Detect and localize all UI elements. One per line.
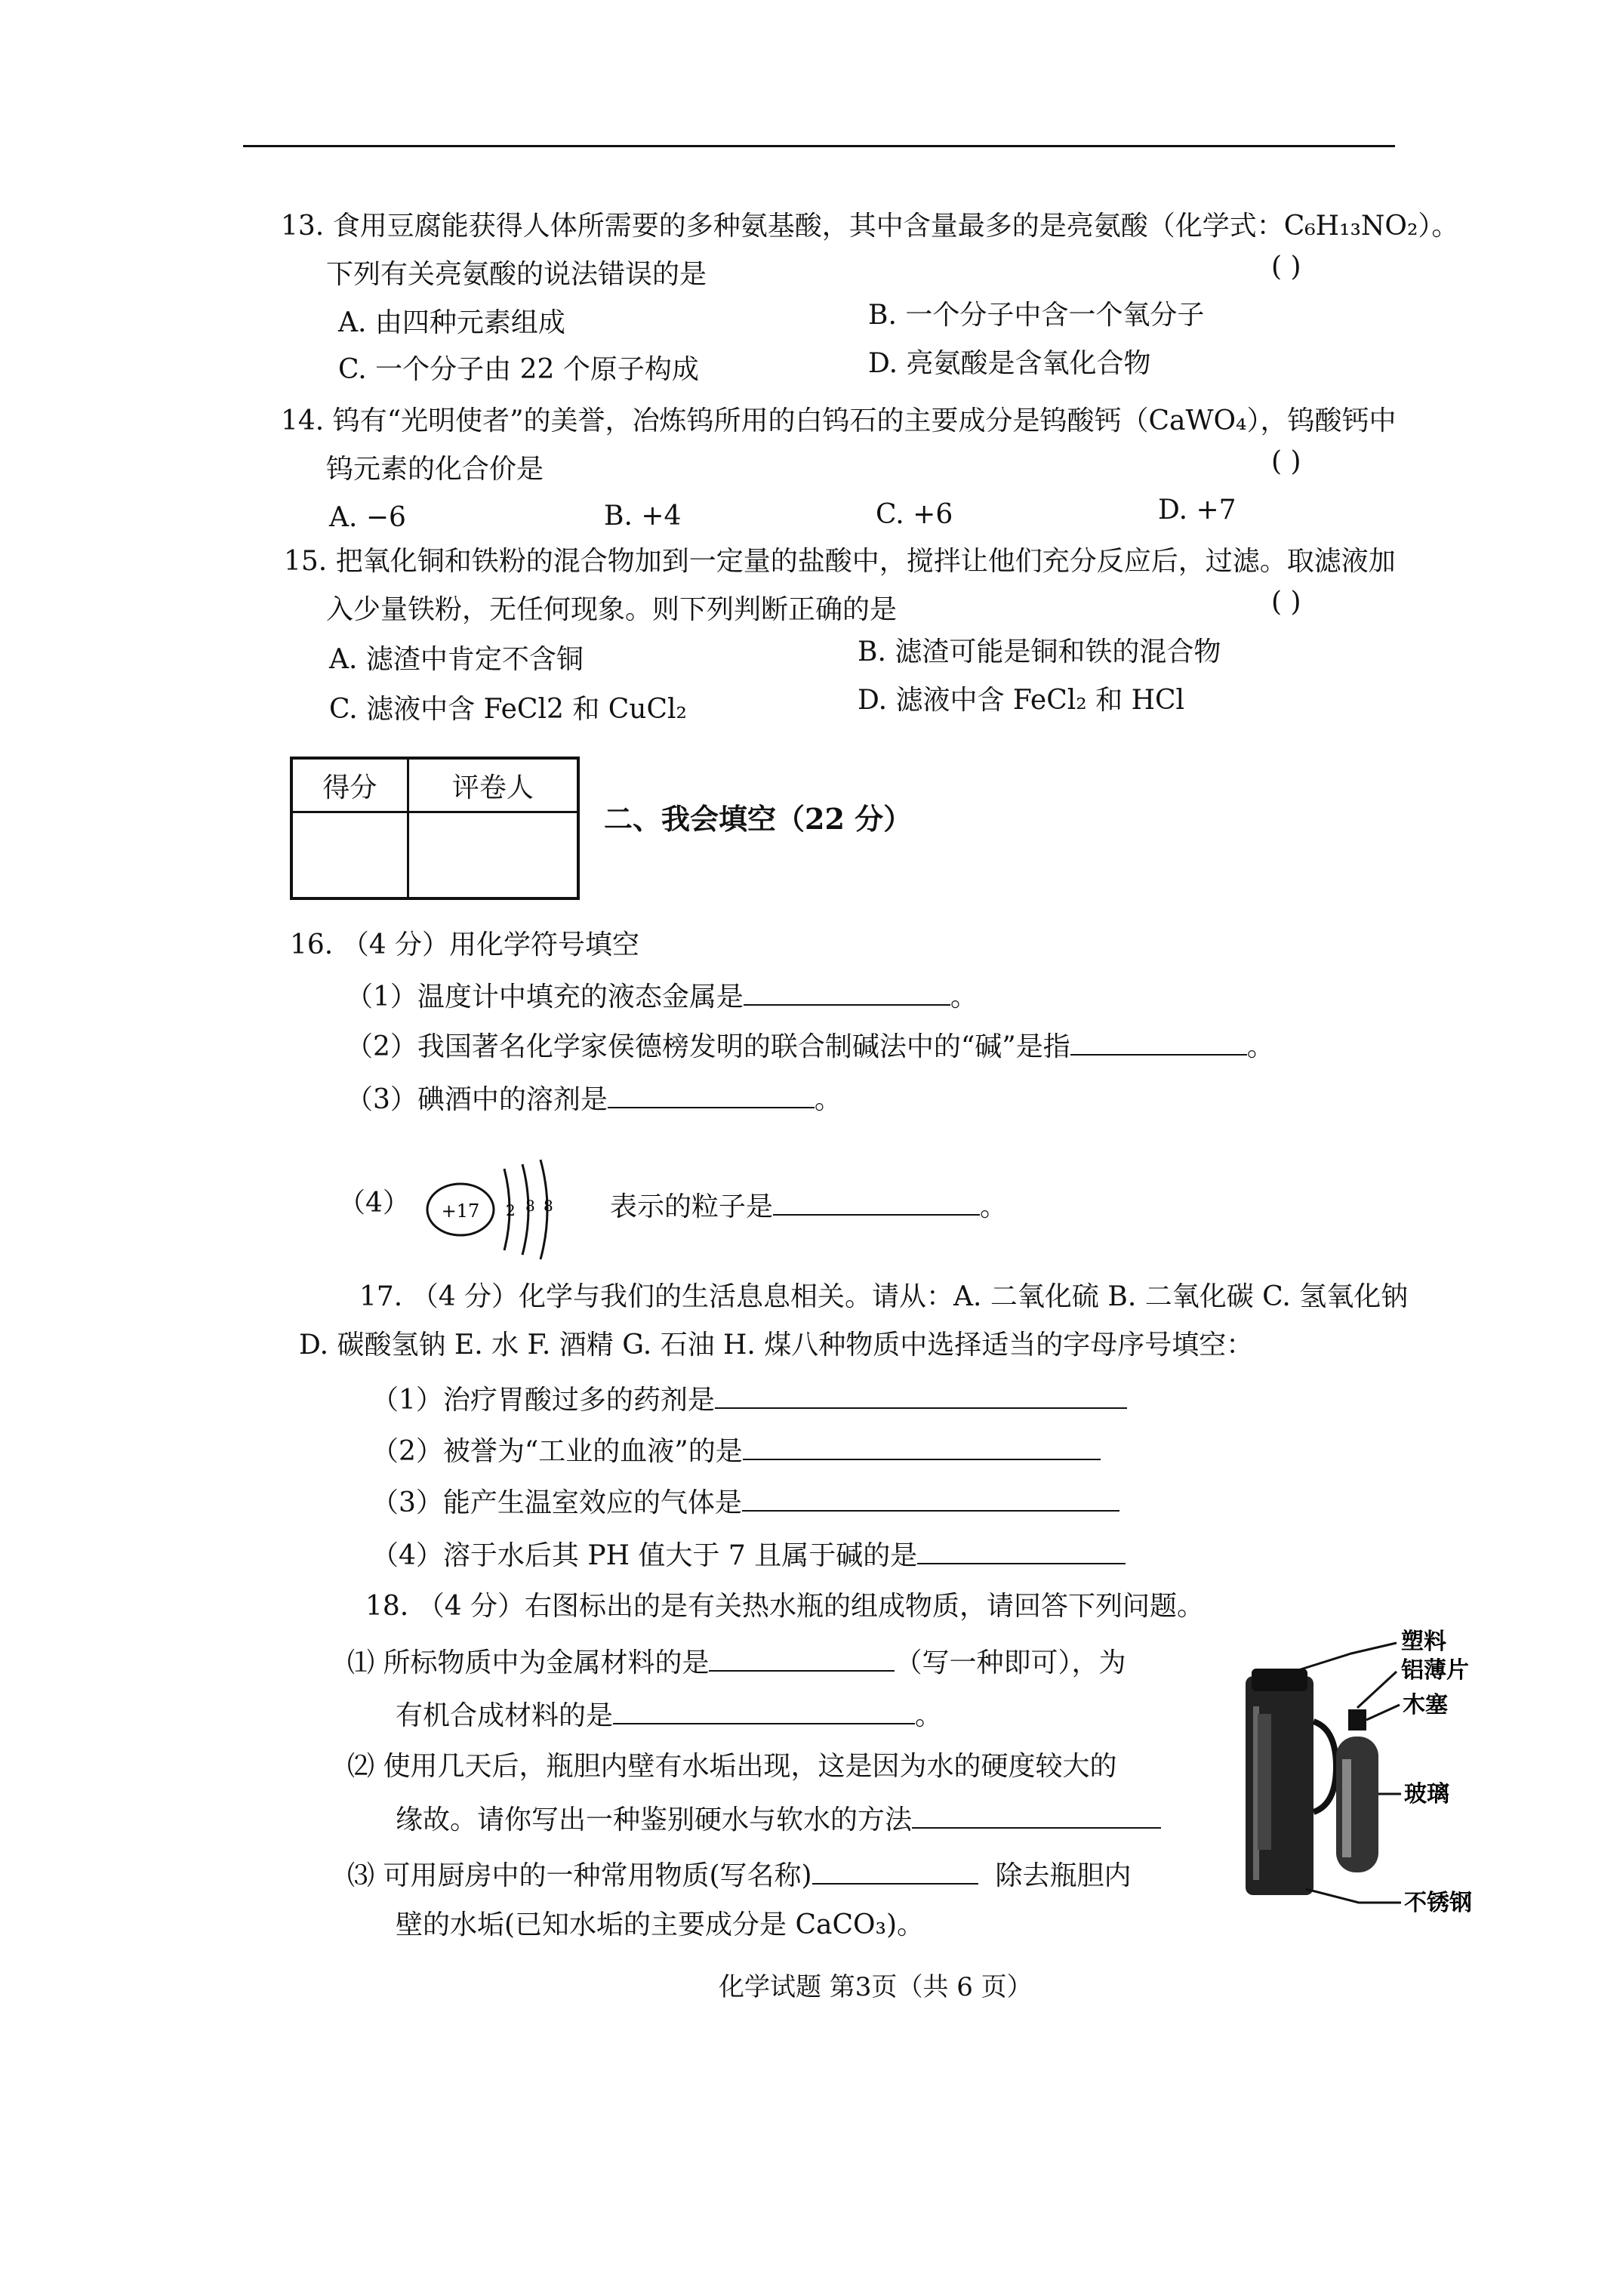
q16-blank-3[interactable] bbox=[608, 1081, 815, 1108]
leader-steel bbox=[1306, 1889, 1401, 1903]
q16-item-4: 表示的粒子是 。 bbox=[610, 1188, 1007, 1224]
q13-answer-paren: ( ) bbox=[1271, 251, 1301, 282]
q18-part-2-line1: ⑵ 使用几天后，瓶胆内壁有水垢出现，这是因为水的硬度较大的 bbox=[347, 1751, 1117, 1782]
q14-option-b: B. +4 bbox=[604, 501, 682, 532]
q15-option-c: C. 滤液中含 FeCl2 和 CuCl₂ bbox=[329, 694, 687, 725]
leader-plastic bbox=[1298, 1643, 1397, 1670]
q13-option-b: B. 一个分子中含一个氧分子 bbox=[868, 300, 1205, 331]
label-plastic: 塑料 bbox=[1401, 1629, 1446, 1655]
q18-blank-1b[interactable] bbox=[613, 1697, 915, 1724]
q14-answer-paren: ( ) bbox=[1271, 446, 1301, 477]
page-footer: 化学试题 第3页（共 6 页） bbox=[719, 1972, 1033, 2002]
q13-option-a: A. 由四种元素组成 bbox=[338, 307, 565, 338]
label-cork: 木塞 bbox=[1403, 1692, 1448, 1718]
q13-option-c: C. 一个分子由 22 个原子构成 bbox=[338, 354, 699, 385]
thermos-stripe bbox=[1258, 1714, 1271, 1850]
q18-part-3-line2: 壁的水垢(已知水垢的主要成分是 CaCO₃)。 bbox=[396, 1909, 925, 1940]
q17-blank-4[interactable] bbox=[917, 1537, 1126, 1564]
q17-line2: D. 碳酸氢钠 E. 水 F. 酒精 G. 石油 H. 煤八种物质中选择适当的字母序号填空： bbox=[299, 1330, 1254, 1361]
leader-aluminum bbox=[1357, 1672, 1397, 1708]
q15-option-b: B. 滤渣可能是铜和铁的混合物 bbox=[858, 636, 1221, 667]
liner-highlight bbox=[1342, 1759, 1351, 1857]
q16-title: 16. （4 分）用化学符号填空 bbox=[290, 929, 640, 960]
leader-cork bbox=[1366, 1705, 1400, 1720]
thermos-lid bbox=[1252, 1669, 1307, 1691]
q17-blank-3[interactable] bbox=[742, 1484, 1119, 1512]
q16-blank-1[interactable] bbox=[744, 978, 950, 1006]
q17-item-4: （4）溶于水后其 PH 值大于 7 且属于碱的是 bbox=[371, 1537, 1126, 1573]
q14-option-c: C. +6 bbox=[876, 499, 953, 530]
q18-part-1-line1: ⑴ 所标物质中为金属材料的是 （写一种即可），为 bbox=[347, 1644, 1126, 1680]
score-cell[interactable] bbox=[291, 812, 408, 899]
thermos-handle bbox=[1313, 1721, 1336, 1812]
q18-part-3-line1: ⑶ 可用厨房中的一种常用物质(写名称) 除去瓶胆内 bbox=[347, 1857, 1131, 1893]
q17-item-2: （2）被誉为“工业的血液”的是 bbox=[371, 1433, 1101, 1469]
section-2-title: 二、我会填空（22 分） bbox=[604, 802, 913, 836]
q17-line1: 17. （4 分）化学与我们的生活息息相关。请从：A. 二氧化硫 B. 二氧化碳 C. 氢氧化钠 bbox=[359, 1281, 1409, 1312]
q14-line1: 14. 钨有“光明使者”的美誉，冶炼钨所用的白钨石的主要成分是钨酸钙（CaWO₄），钨酸钙中 bbox=[281, 405, 1397, 436]
q17-blank-2[interactable] bbox=[743, 1433, 1101, 1460]
q15-option-a: A. 滤渣中肯定不含铜 bbox=[329, 644, 584, 675]
atom-nucleus-charge: +17 bbox=[441, 1200, 480, 1222]
q18-blank-2[interactable] bbox=[912, 1801, 1161, 1829]
score-header: 得分 bbox=[291, 758, 408, 812]
q16-blank-2[interactable] bbox=[1070, 1028, 1247, 1056]
label-aluminum-foil: 铝薄片 bbox=[1401, 1657, 1469, 1684]
q18-blank-1a[interactable] bbox=[709, 1644, 895, 1672]
top-rule bbox=[243, 145, 1395, 147]
shell-3-electrons: 8 bbox=[544, 1197, 553, 1215]
q15-line2: 入少量铁粉，无任何现象。则下列判断正确的是 bbox=[326, 594, 898, 625]
q17-item-3: （3）能产生温室效应的气体是 bbox=[371, 1484, 1119, 1520]
q16-blank-4[interactable] bbox=[773, 1188, 980, 1216]
q17-item-1: （1）治疗胃酸过多的药剂是 bbox=[371, 1382, 1127, 1417]
shell-1-electrons: 2 bbox=[506, 1201, 516, 1219]
cork-stopper bbox=[1348, 1709, 1366, 1730]
q15-answer-paren: ( ) bbox=[1271, 587, 1301, 618]
q16-item-2: （2）我国著名化学家侯德榜发明的联合制碱法中的“碱”是指 。 bbox=[346, 1028, 1274, 1064]
label-stainless-steel: 不锈钢 bbox=[1404, 1890, 1472, 1916]
q14-option-a: A. −6 bbox=[329, 502, 406, 533]
q18-blank-3[interactable] bbox=[812, 1857, 978, 1885]
q18-part-1-line2: 有机合成材料的是 。 bbox=[396, 1697, 942, 1733]
q18-part-2-line2: 缘故。请你写出一种鉴别硬水与软水的方法 bbox=[396, 1801, 1161, 1837]
q13-line2: 下列有关亮氨酸的说法错误的是 bbox=[326, 259, 707, 290]
label-glass: 玻璃 bbox=[1404, 1781, 1449, 1808]
q17-blank-1[interactable] bbox=[715, 1382, 1127, 1409]
q15-line1: 15. 把氧化铜和铁粉的混合物加到一定量的盐酸中，搅拌让他们充分反应后，过滤。取滤液加 bbox=[284, 546, 1396, 577]
thermos-bottle-figure bbox=[1223, 1623, 1487, 1918]
grader-cell[interactable] bbox=[408, 812, 578, 899]
q16-item-1: （1）温度计中填充的液态金属是 。 bbox=[346, 978, 978, 1014]
shell-2-electrons: 8 bbox=[525, 1197, 535, 1215]
q13-line1: 13. 食用豆腐能获得人体所需要的多种氨基酸，其中含量最多的是亮氨酸（化学式：C₆H₁₃NO₂）。 bbox=[281, 211, 1459, 242]
q13-option-d: D. 亮氨酸是含氧化合物 bbox=[868, 348, 1151, 379]
q14-option-d: D. +7 bbox=[1158, 495, 1236, 525]
q16-item-4-label: （4） bbox=[338, 1188, 410, 1219]
chlorine-atom-diagram bbox=[420, 1154, 571, 1259]
q18-title: 18. （4 分）右图标出的是有关热水瓶的组成物质，请回答下列问题。 bbox=[365, 1591, 1205, 1622]
q16-item-3: （3）碘酒中的溶剂是 。 bbox=[346, 1081, 842, 1117]
grader-header: 评卷人 bbox=[408, 758, 578, 812]
q15-option-d: D. 滤液中含 FeCl₂ 和 HCl bbox=[858, 685, 1185, 716]
q14-line2: 钨元素的化合价是 bbox=[326, 454, 544, 485]
score-table bbox=[290, 757, 580, 900]
